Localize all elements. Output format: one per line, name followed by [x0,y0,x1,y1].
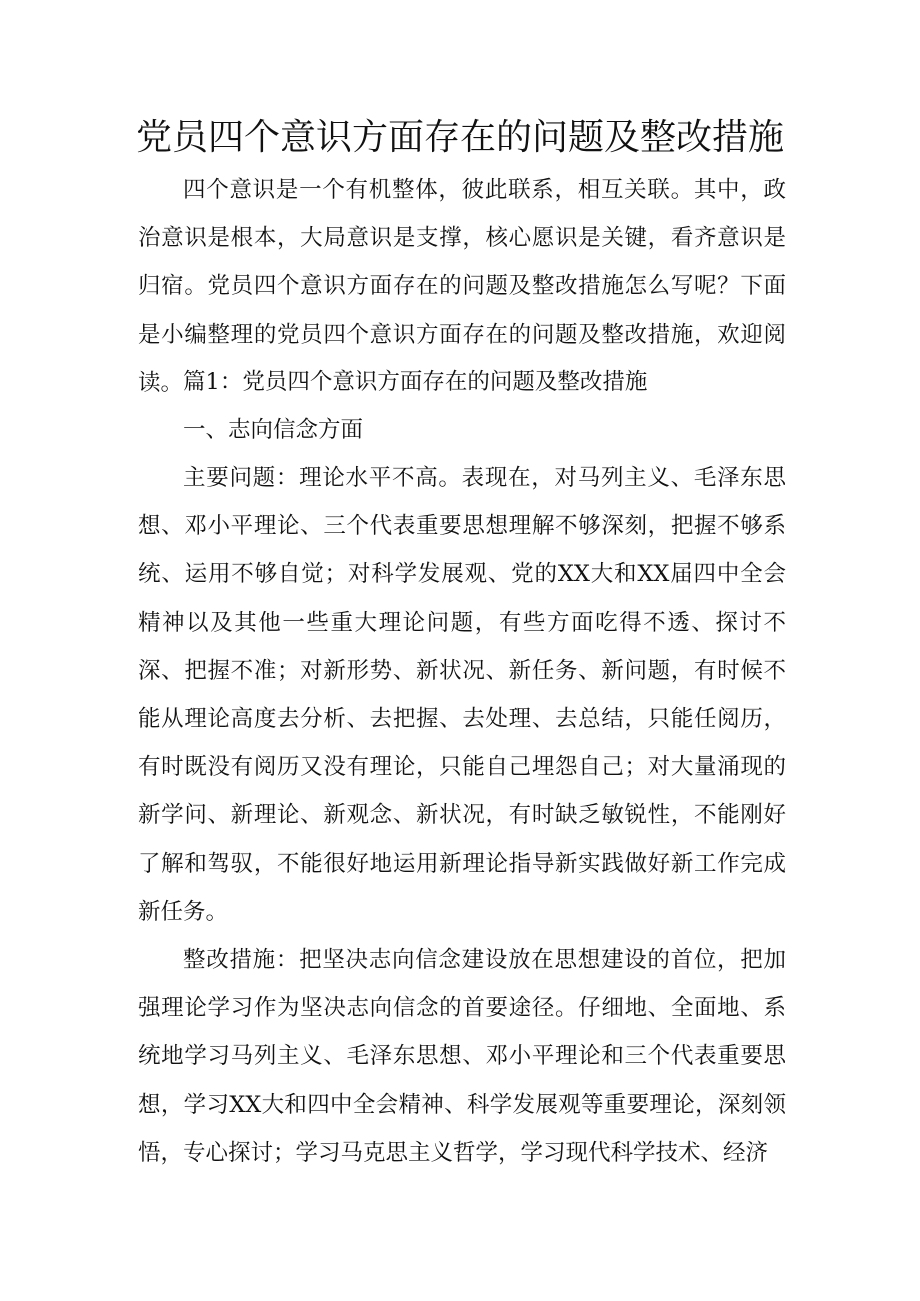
intro-paragraph: 四个意识是一个有机整体，彼此联系，相互关联。其中，政治意识是根本，大局意识是支撑，核心愿识是关键，看齐意识是归宿。党员四个意识方面存在的问题及整改措施怎么写呢？下面是小编整理的党员四个意识方面存在的问题及整改措施，欢迎阅读。 [138,177,786,396]
document-title: 党员四个意识方面存在的问题及整改措施 [135,117,784,158]
main-issue-paragraph: 主要问题：理论水平不高。表现在，对马列主义、毛泽东思想、邓小平理论、三个代表重要思想理解不够深刻，把握不够系统、运用不够自觉；对科学发展观、党的XX大和XX届四中全会精神以及其他一些重大理论问题，有些方面吃得不透、探讨不深、把握不准；对新形势、新状况、新任务、新问题，有时候不能从理论高度去分析、去把握、去处理、去总结，只能任阅历，有时既没有阅历又没有理论，只能自己埋怨自己；对大量涌现的新学问、新理论、新观念、新状况，有时缺乏敏锐性，不能刚好了解和驾驭，不能很好地运用新理论指导新实践做好新工作完成新任务。 [138,465,786,925]
section-heading: 一、志向信念方面 [183,417,364,443]
part-heading: 篇1：党员四个意识方面存在的问题及整改措施 [183,369,648,395]
rectification-paragraph: 整改措施：把坚决志向信念建设放在思想建设的首位，把加强理论学习作为坚决志向信念的首要途径。仔细地、全面地、系统地学习马列主义、毛泽东思想、邓小平理论和三个代表重要思想，学习XX大和四中全会精神、科学发展观等重要理论，深刻领悟，专心探讨；学习马克思主义哲学，学习现代科学技术、经济 [138,947,786,1166]
